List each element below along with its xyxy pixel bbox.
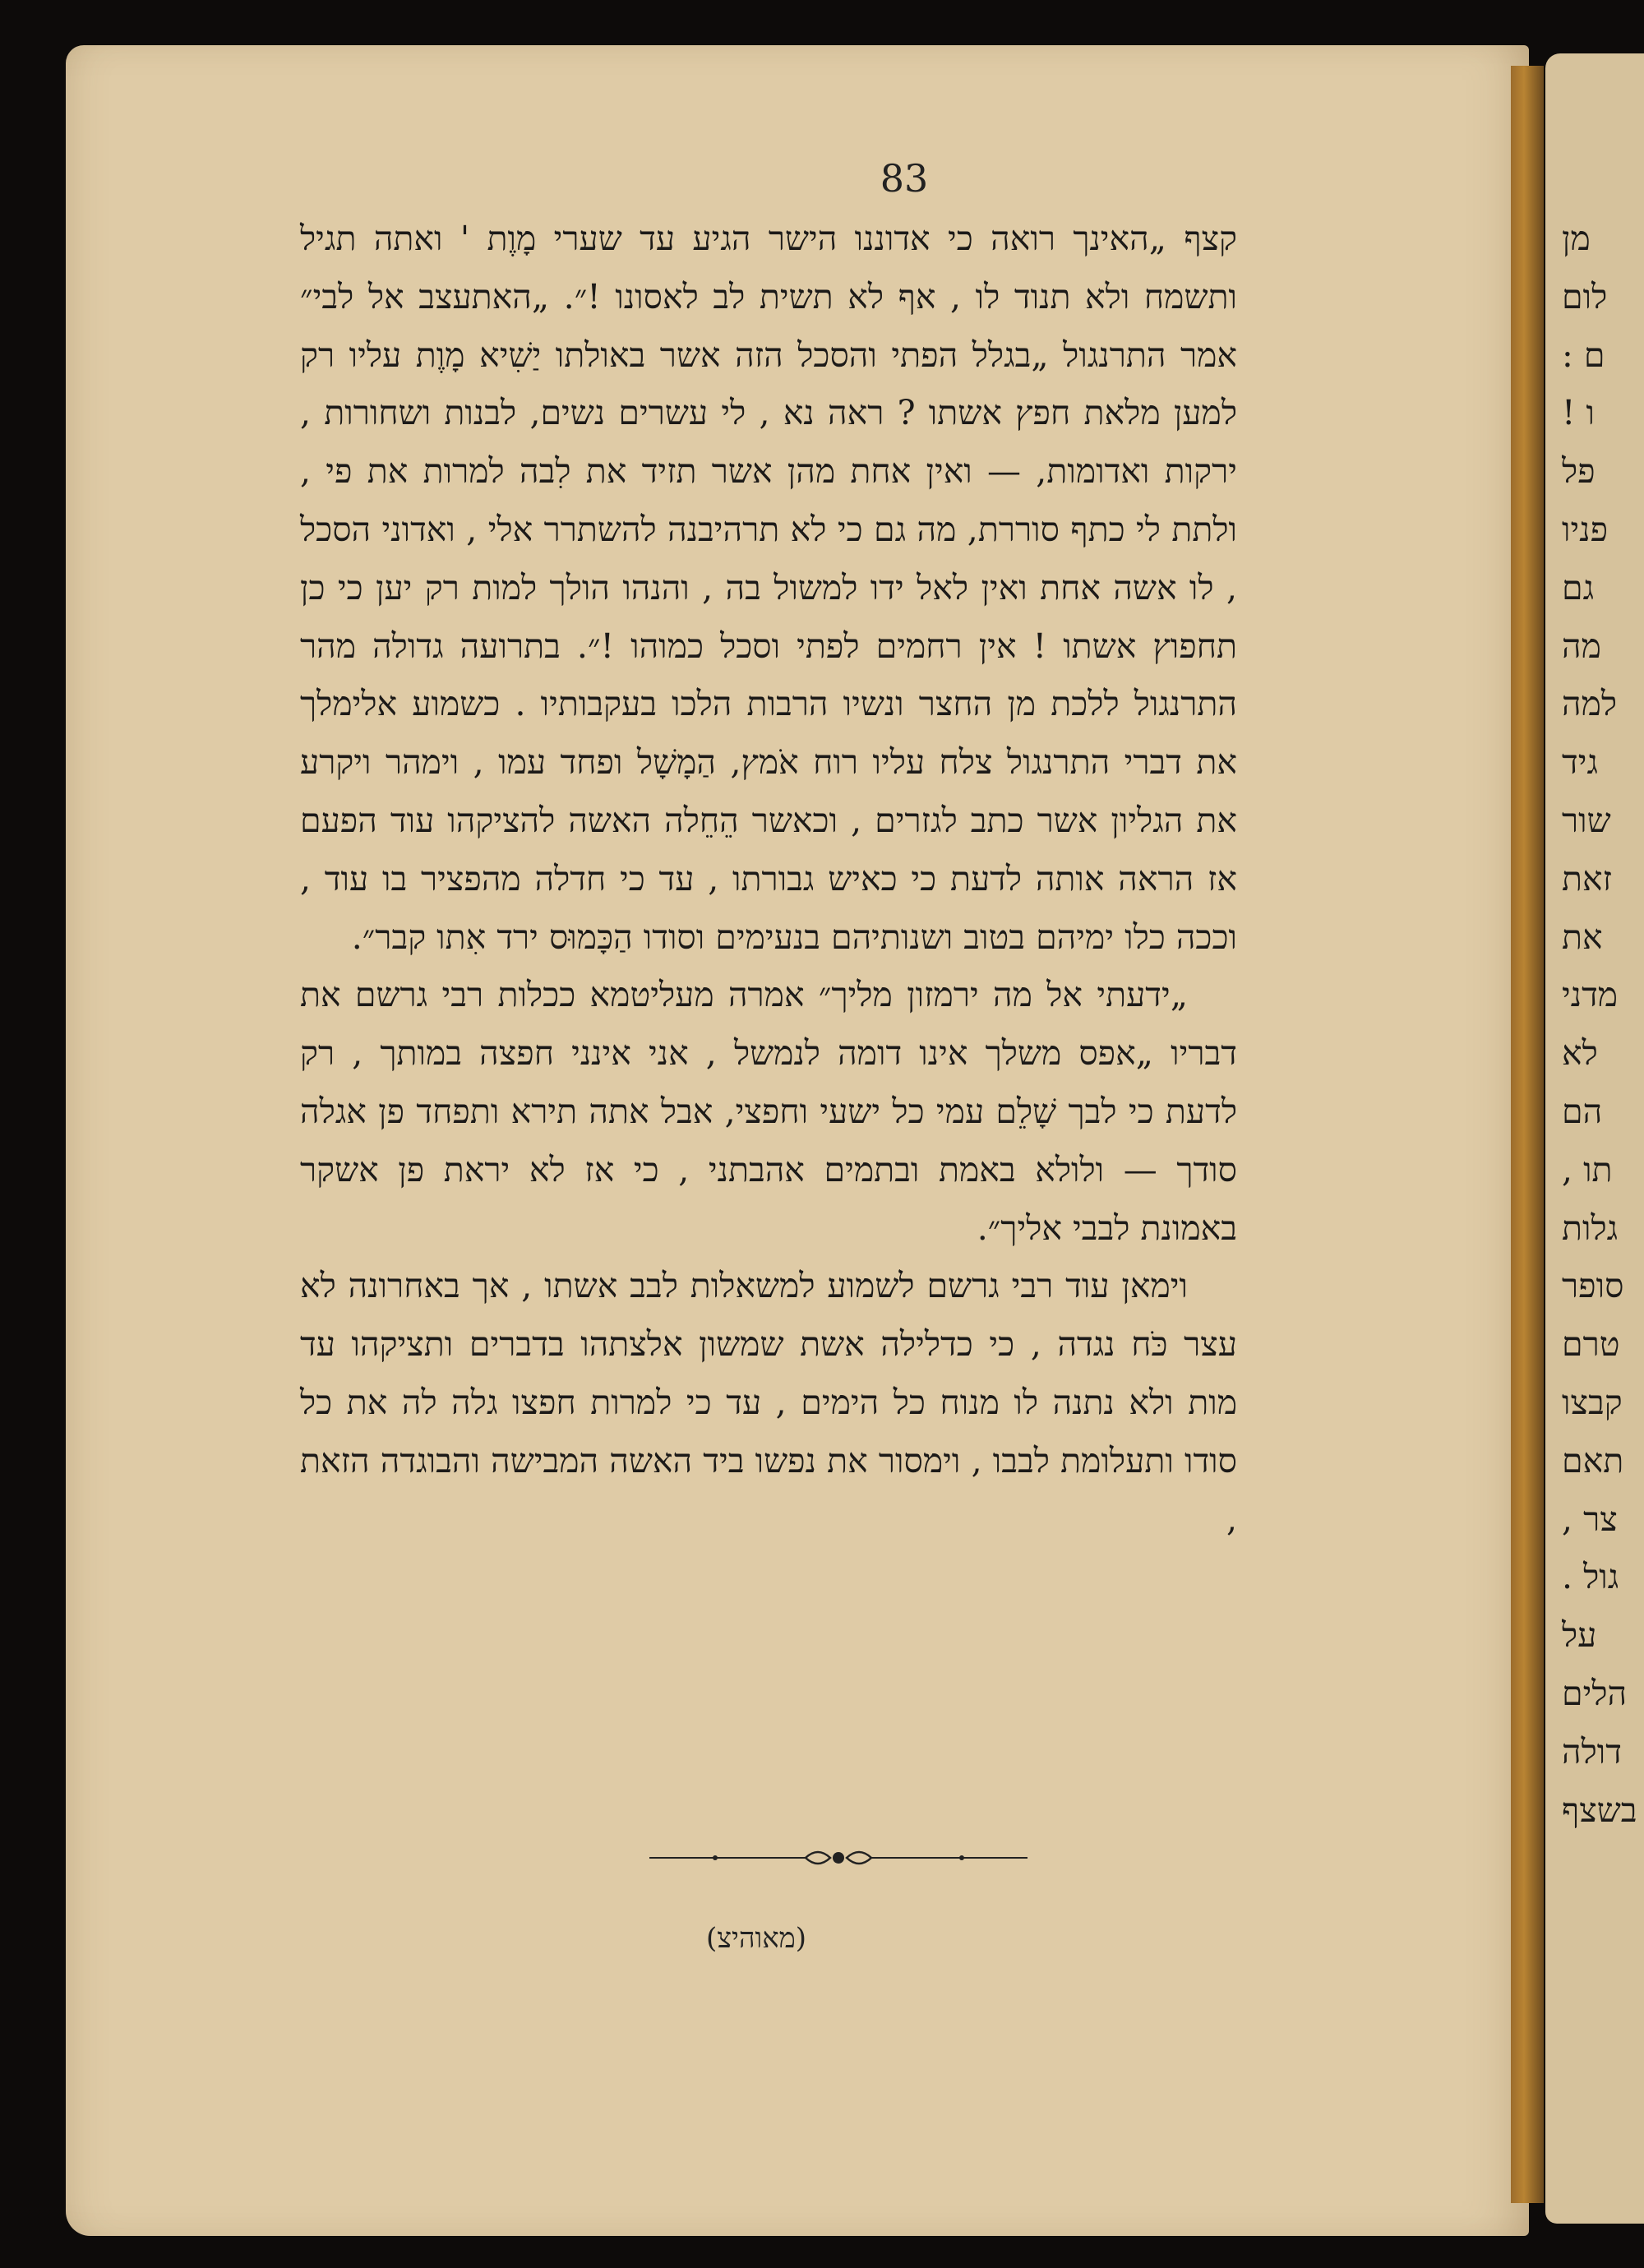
paragraph: „ידעתי אל מה ירמזון מליך״ אמרה מעליטמא ככלות רבי גרשם את דבריו „אפס משלך אינו דומה לנמשל , אני אינני חפצה במותך , רק לדעת כי לבך שָׁלֵם עמי כל ישעי וחפצי, אבל אתה תירא ותפחד פן אגלה סודך — ולולא באמת ובתמים אהבתני , כי אז לא יראת פן אשקר באמונת לבבי אליך״. (300, 975, 1237, 1248)
edge-text-line: פל (1562, 451, 1596, 492)
edge-text-line: דולה (1562, 1731, 1622, 1771)
edge-text-line: פניו (1562, 509, 1609, 549)
divider-ornament (641, 1841, 1036, 1874)
edge-text-line: תו , (1562, 1149, 1613, 1189)
edge-text-line: הם (1562, 1091, 1603, 1131)
edge-text-line: מן (1562, 219, 1591, 258)
paragraph: וימאן עוד רבי גרשם לשמוע למשאלות לבב אשתו , אך באחרונה לא עצר כֹּח נגדה , כי כדלילה אשת שמשון אלצתהו בדברים ותציקהו עד מות ולא נתנה לו מנוח כל הימים , עד כי למרות חפצו גלה לה את כל סודו ותעלומת לבבו , וימסור את נפשו ביד האשה המבישה והבוגדה הזאת , (300, 1266, 1237, 1539)
edge-text-line: לום (1562, 276, 1608, 316)
body-text (300, 210, 1237, 1548)
edge-text-line: תאם (1562, 1440, 1624, 1480)
edge-text-line: ו ! (1562, 393, 1595, 433)
edge-text-line: קבצו (1562, 1382, 1623, 1422)
signature-mark: (מאוהיצ) (705, 1922, 807, 1955)
edge-text-line: זאת (1562, 858, 1613, 898)
edge-text-line: סופר (1562, 1266, 1624, 1306)
edge-text-line: גול . (1562, 1557, 1619, 1597)
edge-text-line: גלות (1562, 1208, 1619, 1248)
edge-text-line: למה (1562, 684, 1618, 724)
next-page-text-edge (1562, 210, 1644, 1839)
page-number: 83 (880, 156, 929, 201)
edge-text-line: ם : (1562, 335, 1605, 375)
edge-text-line: את (1562, 917, 1603, 957)
paragraph: קצף „האינך רואה כי אדוננו הישר הגיע עד שערי מָוֶת ' ואתה תגיל ותשמח ולא תנוד לו , אף לא תשית לב לאסונו !״. „האתעצב אל לבי״ אמר התרנגול „בגלל הפתי והסכל הזה אשר באולתו יַשִׁיא מָוֶת עליו רק למען מלאת חפץ אשתו ? ראה נא , לי עשרים נשים, לבנות ושחורות , ירקות ואדומות, — ואין אחת מהן אשר תזיד את לִבה למרות את פי , ולתת לי כתף סוררת, מה גם כי לא תרהיבנה להשתרר אלי , ואדוני הסכל , לו אשה אחת ואין לאל ידו למשול בה , והנהו הולך למות רק יען כי כן תחפוץ אשתו ! אין רחמים לפתי וסכל כמוהו !״. בתרועה גדולה מהר התרנגול ללכת מן החצר ונשיו הרבות הלכו בעקבותיו . כשמוע אלימלך את דברי התרנגול צלח עליו רוח אֹמץ, הַמָשָׁל ופחד עמו , וימהר ויקרע את הגליון אשר כתב לגזרים , וכאשר הֵחֵלה האשה להציקהו עוד הפעם אז הראה אותה לדעת כי כאיש גבורתו , עד כי חדלה מהפציר בו עוד , וככה כלו ימיהם בטוב ושנותיהם בנעימים וסודו הַכָּמוּס ירד אִתו קבר״. (300, 219, 1237, 957)
edge-text-line: הלים (1562, 1673, 1628, 1713)
edge-text-line: צר , (1562, 1499, 1618, 1539)
edge-text-line: גם (1562, 567, 1595, 607)
book-gutter (1511, 66, 1544, 2203)
edge-text-line: על (1562, 1615, 1597, 1656)
edge-text-line: לא (1562, 1033, 1598, 1074)
edge-text-line: גיד (1562, 742, 1599, 783)
edge-text-line: מדני (1562, 975, 1619, 1015)
edge-text-line: טרם (1562, 1324, 1620, 1365)
edge-text-line: בשצף (1562, 1790, 1637, 1830)
edge-text-line: מה (1562, 626, 1601, 666)
edge-text-line: שור (1562, 800, 1611, 840)
